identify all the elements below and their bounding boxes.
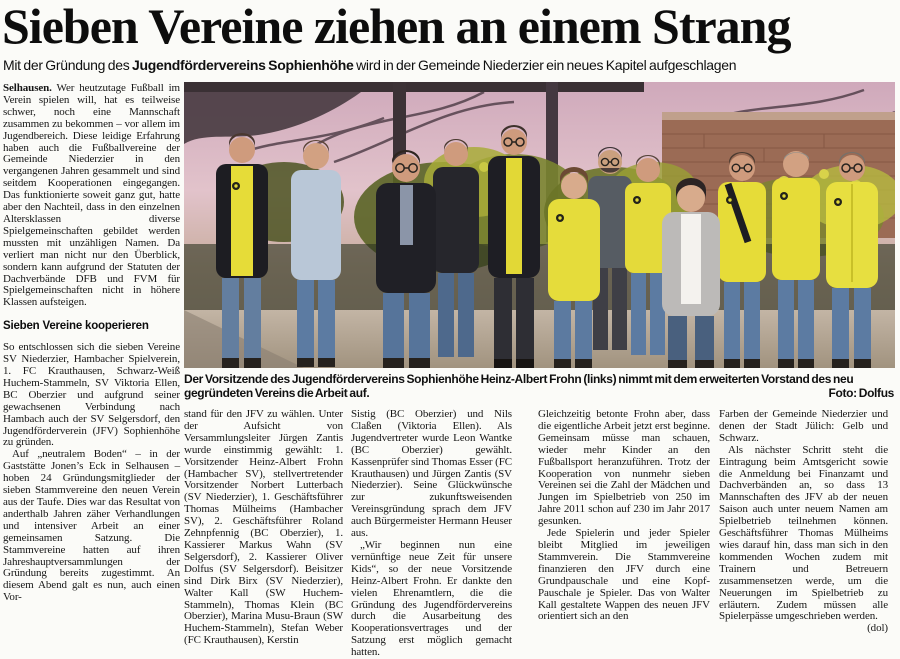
column-4-paragraph [719,443,888,635]
subheadline-pre: Mit der Gründung des [3,57,132,73]
photo-credit: Foto: Dolfus [828,385,894,400]
column-4-paragraph-text: Als nächster Schritt steht die Eintragung beim Amtsgericht sowie die Anmeldung bei Finanzamt und Dachverbänden an, so dass 13 Mannschaften des JFV ab der neuen Saison auch unter neuem Namen am Spielbetrieb teilnehmen können. Geschäftsführer Thomas Mülheims wies darauf hin, dass man sich in den kommenden Wochen zudem mit Trainern und Betreuern zusammensetzen werde, um die Neuerungen im Spielbetrieb zu erläutern. Zudem müssen alle Spielerpässe umgeschrieben werden. [719,443,888,623]
group-photo-illustration [184,82,895,368]
article-column-4 [719,409,888,659]
column-3-paragraph: Jede Spielerin und jeder Spieler bleibt Mitglied im jeweiligen Stammverein. Die Stammvereine finanzieren den JFV durch eine Grundpauschale und eine Kopf-Pauschale je Spieler. Das von Walter Kall gestaltete Wappen des neuen JFV orientiert sich an den [538,527,710,623]
column-4-paragraph: Farben der Gemeinde Niederzier und denen der Stadt Jülich: Gelb und Schwarz. [719,408,888,444]
headline: Sieben Vereine ziehen an einem Strang [2,0,791,54]
photo-caption [184,373,896,400]
intro-paragraph-1-text: Wer heutzutage Fußball im Verein spielen will, hat es teilweise schwer, noch eine Mannschaft zusammen zu bekommen – vor allem im Jugendbereich. Diese leidige Erfahrung haben auch die Fußballvereine der Gemeinde Niederzier in den vergangenen Jahren gesammelt und sind seitdem Kooperationen eingegangen. Das funktionierte soweit ganz gut, hatte aber den Nachteil, dass in den einzelnen Altersklassen diverse Spielgemeinschaften gebildet werden mussten mit unzähligen Namen. Da verliert man nicht nur den Überblick, sondern kann aufgrund der Statuten der Dachverbände DFB und FVM für Spielgemeinschaften nicht in höhere Klassen aufsteigen. [3,82,180,309]
column-1-paragraph: stand für den JFV zu wählen. Unter der Aufsicht von Versammlungsleiter Jürgen Zantis wurde einstimmig gewählt: 1. Vorsitzender Heinz-Albert Frohn (Hambacher SV), stellvertretender Vorsitzender Norbert Lutterbach (SV Niederzier), 1. Geschäftsführer Thomas Mülheims (Hambacher SV), 2. Geschäftsführer Roland Zehnpfennig (BC Oberzier), 1. Kassierer Markus Wahn (SV Selgersdorf), 2. Kassierer Oliver Dolfus (SV Selgersdorf). Beisitzer sind Dirk Birx (SV Niederzier), Walter Kall (SW Huchem-Stammeln), Thomas Klein (BC Oberzier), Marina Musu-Braun (SW Huchem-Stammeln), Stefan Weber (FC Krauthausen), Kerstin [184,408,343,647]
article-column-2 [351,409,512,659]
group-photo [184,82,895,368]
subheadline [3,57,900,73]
intro-paragraph-3: Auf „neutralem Boden“ – in der Gaststätte Jonen’s Eck in Selhausen – hoben 24 Gründungsmitglieder der sieben Stammvereine den neuen Verein aus der Taufe. Dies war das Resultat von anderthalb Jahren zäher Verhandlungen und intensiver Arbeit an einer gemeinsamen Satzung. Die Stammvereine hatten auf ihren Jahreshauptversammlungen der Gründung bereits zugestimmt. An diesem Abend galt es nun, auch einen Vor- [3,448,180,604]
photo-and-columns [184,82,896,659]
author-signature: (dol) [867,622,888,635]
intro-paragraph-1 [3,83,180,309]
dateline: Selhausen. [3,82,52,94]
subheadline-post: wird in der Gemeinde Niederzier ein neues Kapitel aufgeschlagen [353,57,737,73]
article-body [0,82,900,659]
article-column-3 [538,409,710,659]
intro-paragraph-2: So entschlossen sich die sieben Vereine SV Niederzier, Hambacher Spielverein, 1. FC Krauthausen, Schwarz-Weiß Huchem-Stammeln, SV Viktoria Ellen, BC Oberzier und aufgrund seiner gewachsenen Verbindung nach Hambach auch der SV Selgersdorf, den Jugendförderverein (JFV) Sophienhöhe zu gründen. [3,341,180,449]
intro-column [0,82,184,659]
column-2-paragraph: „Wir beginnen nun eine vernünftige neue Zeit für unsere Kids“, so der neue Vorsitzende Heinz-Albert Frohn. Er dankte den vielen Ehrenamtlern, die die Gründung des Jugendfördervereins durch die Ausarbeitung des Kooperationsvertrages und der Satzung erst möglich gemacht hatten. [351,538,512,659]
column-2-paragraph: Sistig (BC Oberzier) und Nils Claßen (Viktoria Ellen). Als Jugendvertreter wurde Leon Wantke (BC Oberzier) gewählt. Kassenprüfer sind Thomas Esser (FC Krauthausen) und Jürgen Zantis (SV Niederzier). Seine Glückwünsche zur zukunftsweisenden Vereinsgründung sprach dem JFV auch Bürgermeister Hermann Heuser aus. [351,408,512,540]
photo-caption-text: Der Vorsitzende des Jugendfördervereins Sophienhöhe Heinz-Albert Frohn (links) nimmt mit dem erweiterten Vorstand des neu gegründeten Vereins die Arbeit auf. [184,372,854,400]
crosshead: Sieben Vereine kooperieren [3,320,149,333]
column-group [184,409,896,659]
column-3-paragraph: Gleichzeitig betonte Frohn aber, dass die eigentliche Arbeit jetzt erst beginne. Gemeinsam müsse man schauen, wieder mehr Kinder an den Fußballsport heranzuführen. Trotz der Kooperation von nunmehr sieben Vereinen sei die Zahl der Mädchen und Jungen im Spielbetrieb von 250 im Jahre 2011 schon auf 230 im Jahr 2017 gesunken. [538,408,710,528]
subheadline-bold: Jugendfördervereins Sophienhöhe [132,57,354,73]
article-column-1 [184,409,343,659]
